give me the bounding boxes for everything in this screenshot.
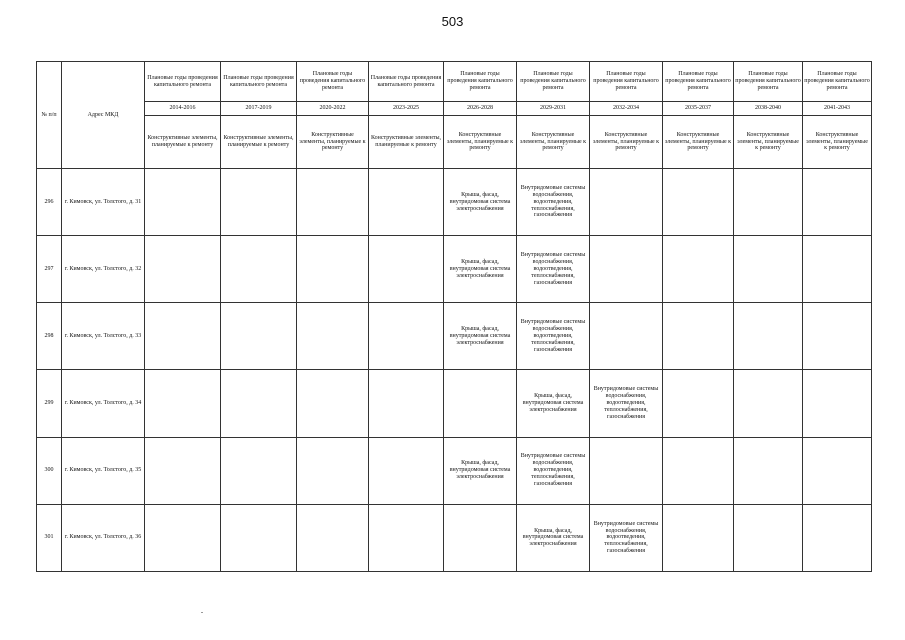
work-cell — [803, 504, 872, 571]
elements-header: Конструктивные элементы, планируемые к ремонту — [734, 116, 803, 169]
work-cell — [803, 437, 872, 504]
years-header: Плановые годы проведения капитального ремонта — [590, 62, 663, 102]
table-header — [37, 62, 872, 169]
row-address: г. Кимовск, ул. Толстого, д. 31 — [62, 169, 145, 236]
period-header: 2026-2028 — [444, 102, 517, 116]
work-cell — [734, 370, 803, 437]
work-cell — [221, 370, 297, 437]
work-cell — [803, 370, 872, 437]
row-address: г. Кимовск, ул. Толстого, д. 35 — [62, 437, 145, 504]
work-cell — [734, 169, 803, 236]
header-row-years — [37, 62, 872, 102]
work-cell — [369, 370, 444, 437]
table-body — [37, 169, 872, 572]
work-cell — [444, 370, 517, 437]
work-cell — [590, 169, 663, 236]
work-cell: Внутридомовые системы водоснабжения, водоотведения, теплоснабжения, газоснабжения — [517, 303, 590, 370]
work-cell — [663, 303, 734, 370]
table-row — [37, 437, 872, 504]
work-cell — [590, 437, 663, 504]
work-cell — [369, 437, 444, 504]
work-cell — [145, 303, 221, 370]
years-header: Плановые годы проведения капитального ремонта — [734, 62, 803, 102]
work-cell — [734, 236, 803, 303]
elements-header: Конструктивные элементы, планируемые к ремонту — [369, 116, 444, 169]
work-cell: Крыша, фасад, внутридомовая система электроснабжения — [444, 169, 517, 236]
period-header: 2032-2034 — [590, 102, 663, 116]
elements-header: Конструктивные элементы, планируемые к ремонту — [297, 116, 369, 169]
work-cell — [221, 236, 297, 303]
elements-header: Конструктивные элементы, планируемые к ремонту — [517, 116, 590, 169]
work-cell — [297, 437, 369, 504]
work-cell — [663, 169, 734, 236]
years-header: Плановые годы проведения капитального ремонта — [803, 62, 872, 102]
row-address: г. Кимовск, ул. Толстого, д. 36 — [62, 504, 145, 571]
header-row-elements — [37, 116, 872, 169]
work-cell — [803, 169, 872, 236]
work-cell — [734, 437, 803, 504]
num-header: № п/п — [37, 62, 62, 169]
header-row-periods — [37, 102, 872, 116]
years-header: Плановые годы проведения капитального ремонта — [444, 62, 517, 102]
work-cell: Крыша, фасад, внутридомовая система электроснабжения — [444, 303, 517, 370]
row-number: 298 — [37, 303, 62, 370]
work-cell — [297, 303, 369, 370]
years-header: Плановые годы проведения капитального ремонта — [369, 62, 444, 102]
work-cell — [369, 504, 444, 571]
work-cell — [297, 504, 369, 571]
work-cell — [590, 236, 663, 303]
elements-header: Конструктивные элементы, планируемые к ремонту — [145, 116, 221, 169]
years-header: Плановые годы проведения капитального ремонта — [663, 62, 734, 102]
period-header: 2041-2043 — [803, 102, 872, 116]
work-cell — [663, 370, 734, 437]
row-number: 297 — [37, 236, 62, 303]
work-cell — [221, 169, 297, 236]
work-cell — [663, 504, 734, 571]
work-cell — [803, 236, 872, 303]
table-row — [37, 169, 872, 236]
work-cell — [297, 370, 369, 437]
work-cell — [734, 303, 803, 370]
work-cell: Внутридомовые системы водоснабжения, водоотведения, теплоснабжения, газоснабжения — [517, 437, 590, 504]
work-cell — [145, 236, 221, 303]
work-cell — [803, 303, 872, 370]
period-header: 2023-2025 — [369, 102, 444, 116]
row-address: г. Кимовск, ул. Толстого, д. 34 — [62, 370, 145, 437]
table-row — [37, 370, 872, 437]
work-cell: Крыша, фасад, внутридомовая система электроснабжения — [517, 370, 590, 437]
work-cell — [369, 236, 444, 303]
period-header: 2014-2016 — [145, 102, 221, 116]
years-header: Плановые годы проведения капитального ремонта — [517, 62, 590, 102]
years-header: Плановые годы проведения капитального ремонта — [297, 62, 369, 102]
work-cell: Крыша, фасад, внутридомовая система электроснабжения — [444, 236, 517, 303]
work-cell: Внутридомовые системы водоснабжения, водоотведения, теплоснабжения, газоснабжения — [517, 169, 590, 236]
work-cell — [663, 236, 734, 303]
period-header: 2035-2037 — [663, 102, 734, 116]
work-cell — [145, 437, 221, 504]
period-header: 2017-2019 — [221, 102, 297, 116]
page-number: 503 — [441, 14, 464, 29]
work-cell: Внутридомовые системы водоснабжения, водоотведения, теплоснабжения, газоснабжения — [590, 504, 663, 571]
elements-header: Конструктивные элементы, планируемые к ремонту — [444, 116, 517, 169]
table-row — [37, 236, 872, 303]
work-cell — [297, 169, 369, 236]
elements-header: Конструктивные элементы, планируемые к ремонту — [663, 116, 734, 169]
table-row — [37, 504, 872, 571]
work-cell — [297, 236, 369, 303]
work-cell — [145, 169, 221, 236]
work-cell — [444, 504, 517, 571]
work-cell — [590, 303, 663, 370]
table-row — [37, 303, 872, 370]
work-cell: Внутридомовые системы водоснабжения, водоотведения, теплоснабжения, газоснабжения — [517, 236, 590, 303]
elements-header: Конструктивные элементы, планируемые к ремонту — [803, 116, 872, 169]
row-address: г. Кимовск, ул. Толстого, д. 33 — [62, 303, 145, 370]
row-number: 301 — [37, 504, 62, 571]
period-header: 2029-2031 — [517, 102, 590, 116]
work-cell — [145, 370, 221, 437]
work-cell — [145, 504, 221, 571]
work-cell — [221, 437, 297, 504]
period-header: 2020-2022 — [297, 102, 369, 116]
work-cell — [369, 303, 444, 370]
elements-header: Конструктивные элементы, планируемые к ремонту — [590, 116, 663, 169]
work-cell — [221, 303, 297, 370]
row-address: г. Кимовск, ул. Толстого, д. 32 — [62, 236, 145, 303]
work-cell — [221, 504, 297, 571]
row-number: 300 — [37, 437, 62, 504]
years-header: Плановые годы проведения капитального ремонта — [221, 62, 297, 102]
address-header: Адрес МКД — [62, 62, 145, 169]
work-cell: Крыша, фасад, внутридомовая система электроснабжения — [517, 504, 590, 571]
scan-speck — [201, 612, 203, 613]
capital-repair-table — [36, 61, 872, 572]
work-cell — [369, 169, 444, 236]
row-number: 296 — [37, 169, 62, 236]
work-cell — [663, 437, 734, 504]
years-header: Плановые годы проведения капитального ремонта — [145, 62, 221, 102]
period-header: 2038-2040 — [734, 102, 803, 116]
work-cell: Внутридомовые системы водоснабжения, водоотведения, теплоснабжения, газоснабжения — [590, 370, 663, 437]
work-cell — [734, 504, 803, 571]
row-number: 299 — [37, 370, 62, 437]
elements-header: Конструктивные элементы, планируемые к ремонту — [221, 116, 297, 169]
work-cell: Крыша, фасад, внутридомовая система электроснабжения — [444, 437, 517, 504]
